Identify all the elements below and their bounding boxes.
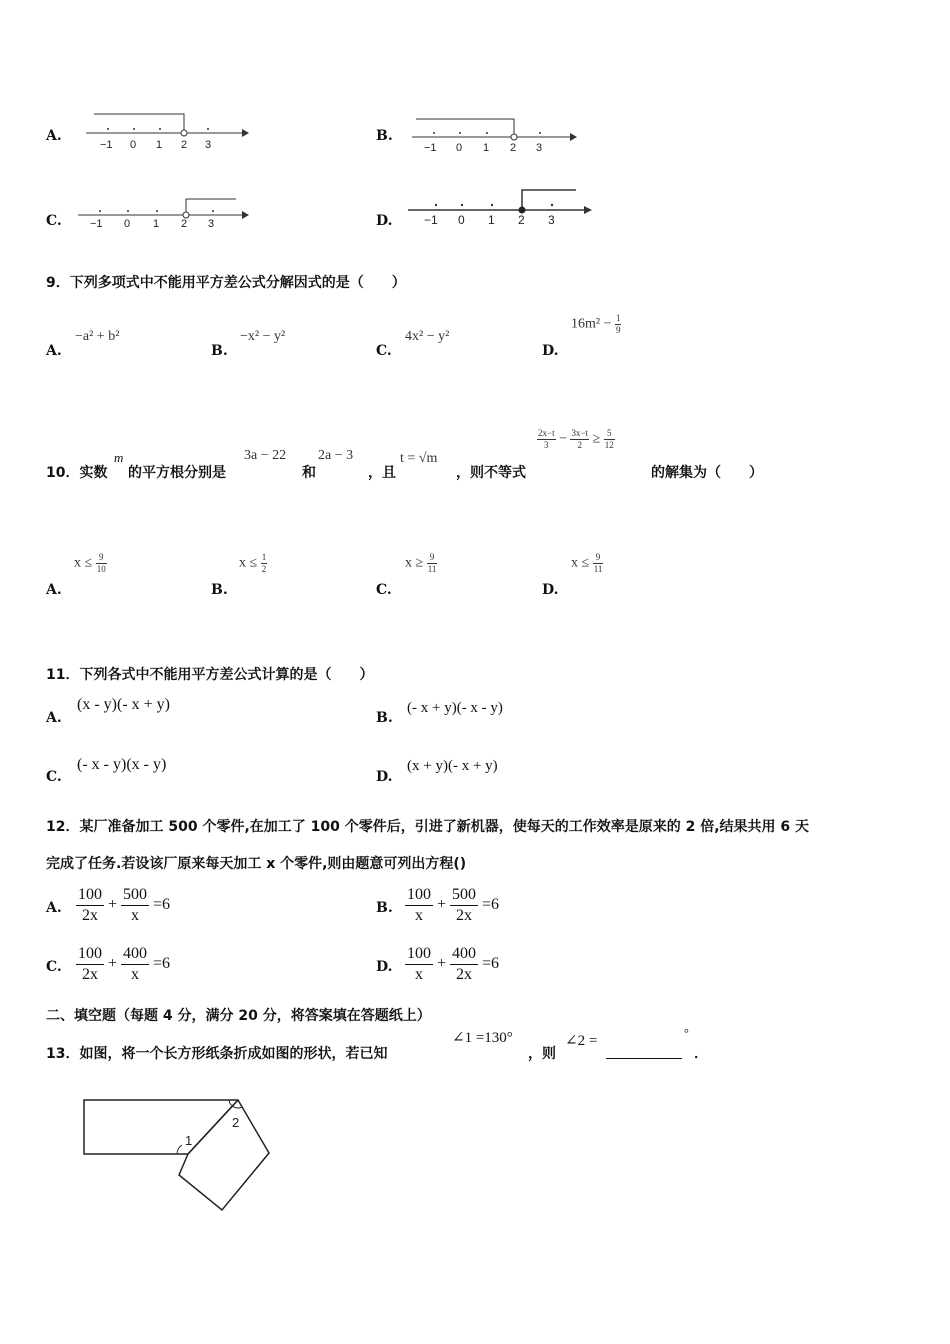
q10-part4: ，且	[368, 465, 396, 481]
q10-option-b-expr	[239, 552, 267, 575]
q10-expr2: 2a − 3	[318, 448, 354, 463]
q12-option-b-expr: $\frac{100}{x}$ + $\frac{500}{2x}$ =6	[407, 886, 500, 924]
q12-option-c-expr: $\frac{100}{2x}$ + $\frac{400}{x}$ =6	[78, 945, 171, 983]
q9-option-b-expr: −x² − y²	[240, 329, 286, 344]
tick-label: 1	[156, 139, 163, 151]
tick-label: 0	[124, 218, 131, 230]
tick-label: 0	[130, 139, 137, 151]
q10-m: m	[114, 450, 124, 465]
tick-label: 2	[181, 139, 188, 151]
q12-option-a-label: A.	[46, 900, 62, 916]
q10-option-d-expr	[571, 552, 603, 575]
frac-num: 9	[427, 552, 438, 564]
q10-option-d-label: D.	[542, 582, 559, 598]
frac-den: 11	[593, 564, 603, 574]
q11-stem: 11．下列各式中不能用平方差公式计算的是（ ）	[46, 667, 374, 683]
q10-option-c-label: C.	[376, 582, 392, 598]
q11-option-a-expr: (x - y)(- x + y)	[77, 696, 170, 713]
q8-option-c-number-line	[76, 195, 252, 235]
frac-den: 2x	[82, 907, 98, 924]
q10-expr3: t = √m	[400, 451, 438, 466]
frac-den: x	[131, 966, 140, 983]
frac-num: 9	[96, 552, 107, 564]
expr-pre: x ≥	[405, 555, 424, 571]
q13-end: ．	[694, 1046, 708, 1062]
tick-label: 2	[181, 218, 188, 230]
q10-option-a-expr	[74, 552, 107, 575]
tick-label: 1	[153, 218, 160, 230]
tick-label: 1	[488, 213, 495, 227]
q12-option-a-expr: $\frac{100}{2x}$ + $\frac{500}{x}$ =6	[78, 886, 171, 924]
q8-option-b-label: B.	[376, 128, 393, 144]
q10-part2: 的平方根分别是	[128, 465, 226, 481]
tick-label: −1	[424, 142, 437, 154]
q11-option-d-label: D.	[376, 769, 393, 785]
angle-1-label: 1	[185, 1133, 193, 1148]
q11-option-b-expr: (- x + y)(- x - y)	[407, 700, 503, 716]
q11-option-c-label: C.	[46, 769, 62, 785]
frac-num: 2x−t	[538, 428, 555, 438]
q9-option-c-expr: 4x² − y²	[405, 329, 450, 344]
tick-label: 0	[456, 142, 463, 154]
frac-num: 400	[121, 944, 149, 965]
q10-option-a-label: A.	[46, 582, 62, 598]
q13-given-angle: ∠1 =130°	[452, 1030, 513, 1046]
q11-option-d-expr: (x + y)(- x + y)	[407, 758, 498, 774]
q13-part2: ，则	[528, 1046, 556, 1062]
frac-num: 1	[261, 552, 267, 562]
q8-option-d-label: D.	[376, 213, 393, 229]
frac-num: 9	[593, 552, 604, 564]
q12-option-b-label: B.	[376, 900, 393, 916]
q12-stem-line2: 完成了任务.若设该厂原来每天加工 x 个零件,则由题意可列出方程()	[46, 856, 467, 872]
frac-den: 2	[577, 440, 583, 450]
rhs: =6	[482, 955, 500, 973]
q9-option-d-expr	[571, 313, 621, 336]
frac-num: 100	[76, 885, 104, 906]
frac-den: 9	[615, 325, 621, 335]
q8-option-d-number-line	[406, 186, 596, 232]
frac-den: 2x	[82, 966, 98, 983]
q8-option-a-label: A.	[46, 128, 62, 144]
q8-option-c-label: C.	[46, 213, 62, 229]
q12-option-d-expr: $\frac{100}{x}$ + $\frac{400}{2x}$ =6	[407, 945, 500, 983]
frac-den: x	[415, 907, 423, 924]
expr-pre: x ≤	[74, 555, 93, 571]
q12-stem-line1: 12．某厂准备加工 500 个零件,在加工了 100 个零件后，引进了新机器，使每天的工作效率是原来的 2 倍,结果共用 6 天	[46, 819, 810, 835]
tick-label: 0	[458, 213, 465, 227]
frac-den: x	[131, 907, 140, 924]
frac-den: 11	[427, 564, 437, 574]
expr-pre: x ≤	[571, 555, 590, 571]
expr-pre: x ≤	[239, 555, 258, 571]
frac-den: x	[415, 966, 423, 983]
q8-option-a-number-line	[84, 110, 249, 154]
tick-label: 1	[483, 142, 490, 154]
frac-num: 100	[405, 885, 433, 906]
q10-part5: ，则不等式	[456, 465, 526, 481]
q10-part3: 和	[302, 465, 316, 481]
q9-option-b-label: B.	[211, 343, 228, 359]
frac-num: 400	[450, 944, 478, 965]
q10-option-c-expr	[405, 552, 437, 575]
tick-label: 3	[536, 142, 543, 154]
q11-option-c-expr: (- x - y)(x - y)	[77, 756, 167, 773]
angle-1-arc	[177, 1145, 182, 1154]
q10-part6: 的解集为（ ）	[651, 465, 763, 481]
expr-main: 16m² −	[571, 316, 612, 332]
tick-label: 3	[205, 139, 212, 151]
frac-num: 5	[604, 428, 615, 440]
tick-label: −1	[90, 218, 103, 230]
q10-inequality	[537, 428, 615, 451]
q13-degree: °	[684, 1026, 689, 1040]
frac-den: 2x	[456, 907, 473, 924]
q13-folded-strip-figure	[78, 1090, 278, 1216]
frac-den: 2x	[456, 966, 473, 983]
q8-option-b-number-line	[410, 114, 580, 156]
frac-num: 1	[615, 313, 621, 323]
frac-num: 100	[405, 944, 433, 965]
q10-part1: 10．实数	[46, 465, 108, 481]
frac-num: 500	[450, 885, 478, 906]
q10-option-b-label: B.	[211, 582, 228, 598]
q11-option-b-label: B.	[376, 710, 393, 726]
frac-num: 500	[121, 885, 149, 906]
tick-label: −1	[424, 213, 438, 227]
q12-option-d-label: D.	[376, 959, 393, 975]
tick-label: 2	[518, 213, 525, 227]
tick-label: 2	[510, 142, 517, 154]
q12-option-c-label: C.	[46, 959, 62, 975]
tick-label: 3	[208, 218, 215, 230]
minus-sign: −	[559, 431, 567, 447]
frac-num: 100	[76, 944, 104, 965]
frac-den: 3	[544, 440, 549, 450]
q9-option-a-expr: −a² + b²	[75, 329, 120, 344]
folded-part-outline	[179, 1100, 269, 1210]
tick-label: 3	[548, 213, 555, 227]
rhs: =6	[153, 896, 171, 914]
q9-option-a-label: A.	[46, 343, 62, 359]
fold-line	[188, 1100, 238, 1154]
frac-den: 12	[604, 440, 614, 450]
q9-option-c-label: C.	[376, 343, 392, 359]
q10-expr1: 3a − 22	[244, 448, 287, 463]
frac-den: 2	[261, 564, 267, 574]
q13-part1: 13．如图，将一个长方形纸条折成如图的形状，若已知	[46, 1046, 388, 1062]
rhs: =6	[153, 955, 171, 973]
q11-option-a-label: A.	[46, 710, 62, 726]
tick-label: −1	[100, 139, 113, 151]
angle-2-label: 2	[232, 1115, 240, 1130]
strip-rectangle-outline	[84, 1100, 238, 1154]
frac-den: 10	[96, 564, 106, 574]
q9-option-d-label: D.	[542, 343, 559, 359]
q13-ask-angle: ∠2 =	[565, 1033, 598, 1049]
q13-answer-blank[interactable]	[606, 1044, 682, 1063]
geq-sign: ≥	[592, 431, 601, 447]
section-2-title: 二、填空题（每题 4 分，满分 20 分，将答案填在答题纸上）	[46, 1008, 431, 1024]
rhs: =6	[482, 896, 500, 914]
frac-num: 3x−t	[571, 428, 589, 438]
q9-stem: 9．下列多项式中不能用平方差公式分解因式的是（ ）	[46, 275, 406, 291]
